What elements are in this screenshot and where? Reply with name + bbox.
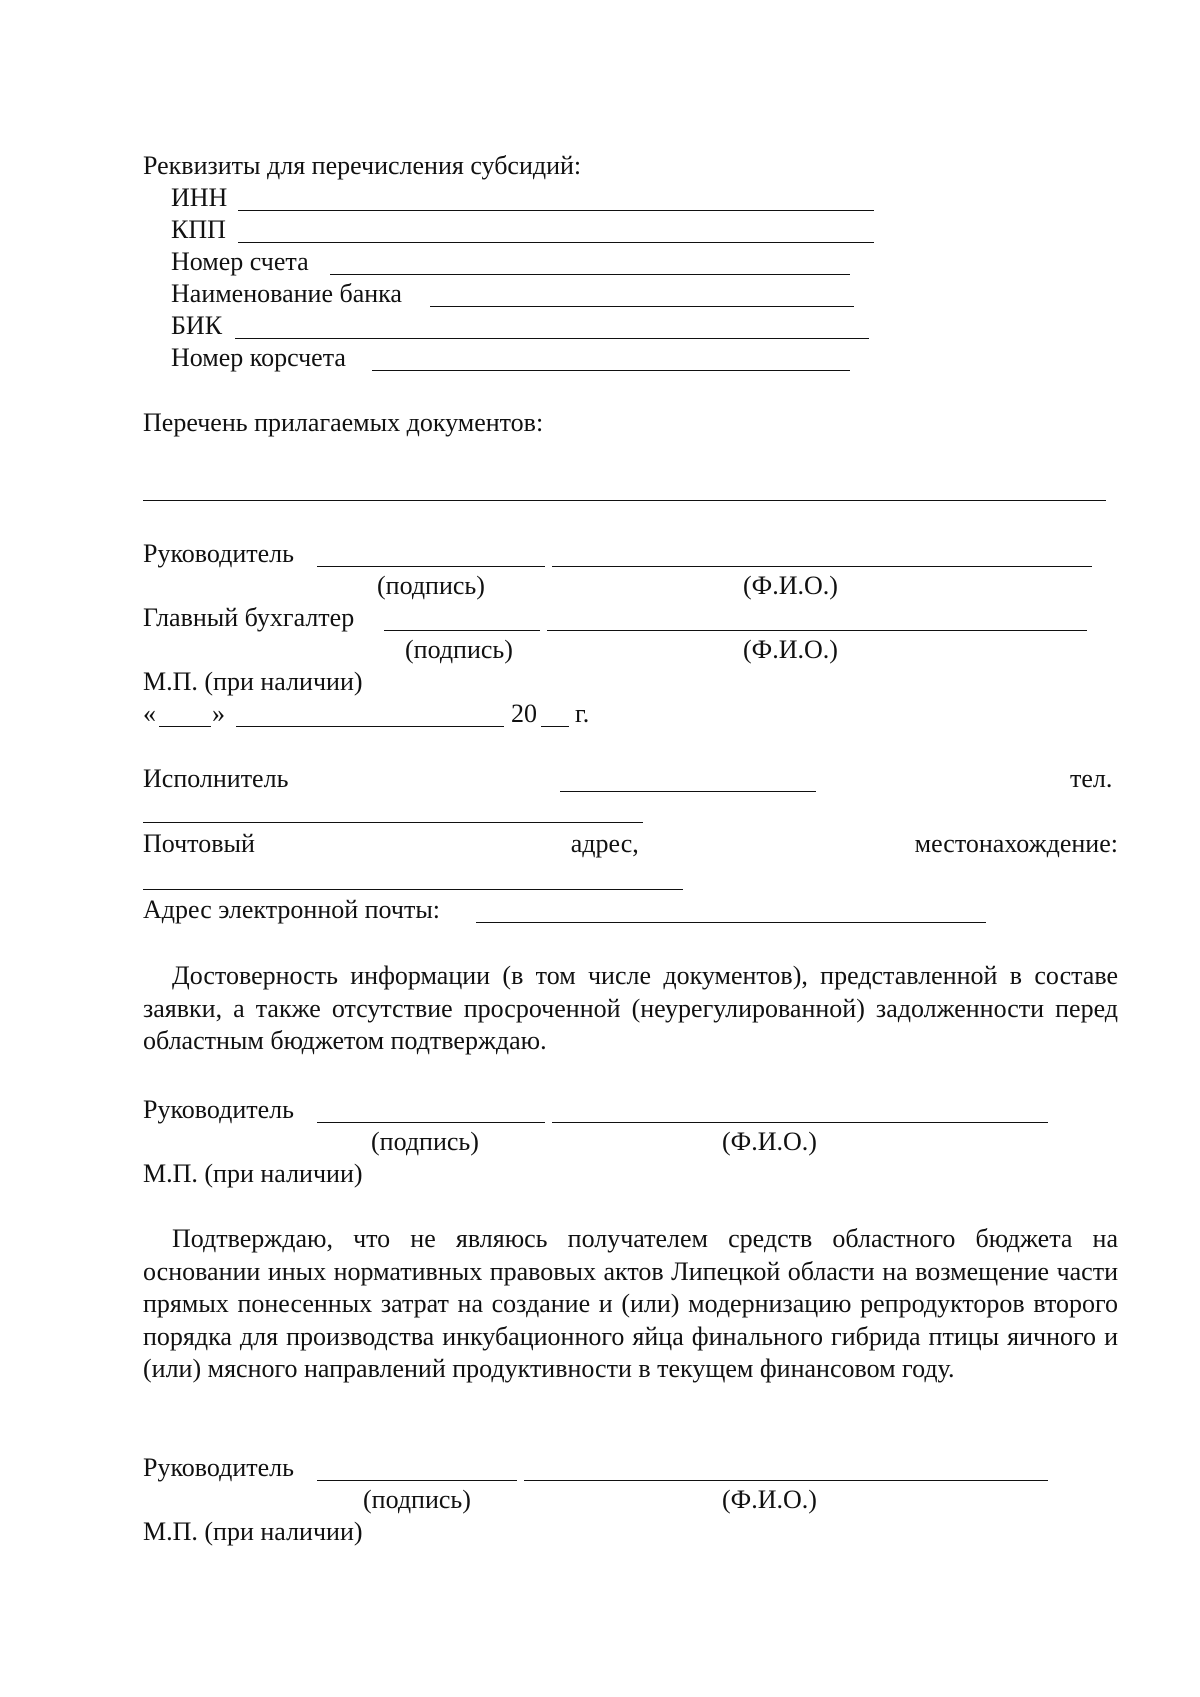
corr-account-field[interactable] <box>372 370 850 371</box>
head-signature-field-2[interactable] <box>317 1122 545 1123</box>
head-name-field-2[interactable] <box>552 1122 1048 1123</box>
confirmation-text-2: Подтверждаю, что не являюсь получателем средств областного бюджета на основании иных нормативных правовых актов Липецкой области на возмещение части прямых понесенных затрат на создание и (или) модернизацию репродукторов второго порядка для производства инкубационного яйца финального гибрида птицы яичного и (или) мясного направлений продуктивности в текущем финансовом году. <box>143 1224 1118 1383</box>
name-caption-2: (Ф.И.О.) <box>743 635 838 664</box>
date-suffix: г. <box>575 699 590 728</box>
email-label: Адрес электронной почты: <box>143 895 441 924</box>
corr-account-label: Номер корсчета <box>171 343 346 372</box>
postal-word-2: адрес, <box>570 829 639 858</box>
phone-label: тел. <box>1070 764 1113 793</box>
date-month-field[interactable] <box>236 726 504 727</box>
postal-address-field[interactable] <box>143 889 683 890</box>
name-caption-1: (Ф.И.О.) <box>743 571 838 600</box>
head-label-1: Руководитель <box>143 539 294 568</box>
kpp-label: КПП <box>171 215 226 244</box>
chief-accountant-signature-field[interactable] <box>384 630 540 631</box>
date-day-field[interactable] <box>159 726 211 727</box>
name-caption-4: (Ф.И.О.) <box>722 1485 817 1514</box>
executor-field[interactable] <box>560 791 816 792</box>
date-open-quote: « <box>143 699 156 728</box>
bik-field[interactable] <box>235 338 869 339</box>
seal-label-2: М.П. (при наличии) <box>143 1159 363 1188</box>
postal-word-3: местонахождение: <box>914 829 1118 858</box>
seal-label-3: М.П. (при наличии) <box>143 1517 363 1546</box>
bank-label: Наименование банка <box>171 279 402 308</box>
head-label-2: Руководитель <box>143 1095 294 1124</box>
chief-accountant-label: Главный бухгалтер <box>143 603 355 632</box>
seal-label-1: М.П. (при наличии) <box>143 667 363 696</box>
date-year-field[interactable] <box>541 726 569 727</box>
executor-label: Исполнитель <box>143 764 289 793</box>
postal-word-1: Почтовый <box>143 829 255 858</box>
account-field[interactable] <box>330 274 850 275</box>
date-year-prefix: 20 <box>511 699 537 728</box>
chief-accountant-name-field[interactable] <box>547 630 1087 631</box>
bik-label: БИК <box>171 311 223 340</box>
confirmation-paragraph-1 <box>143 960 1118 1058</box>
email-field[interactable] <box>476 922 986 923</box>
date-close-quote: » <box>212 699 225 728</box>
postal-address-row <box>143 828 1118 860</box>
documents-heading: Перечень прилагаемых документов: <box>143 408 544 437</box>
account-label: Номер счета <box>171 247 309 276</box>
inn-field[interactable] <box>238 210 874 211</box>
head-name-field-3[interactable] <box>524 1480 1048 1481</box>
head-name-field-1[interactable] <box>552 566 1092 567</box>
inn-label: ИНН <box>171 183 228 212</box>
signature-caption-1: (подпись) <box>377 571 485 600</box>
signature-caption-3: (подпись) <box>371 1127 479 1156</box>
head-signature-field-1[interactable] <box>317 566 545 567</box>
documents-field[interactable] <box>143 500 1106 501</box>
kpp-field[interactable] <box>238 242 874 243</box>
bank-field[interactable] <box>430 306 854 307</box>
head-signature-field-3[interactable] <box>317 1480 517 1481</box>
signature-caption-2: (подпись) <box>405 635 513 664</box>
phone-field[interactable] <box>143 822 643 823</box>
confirmation-paragraph-2 <box>143 1223 1118 1386</box>
signature-caption-4: (подпись) <box>363 1485 471 1514</box>
name-caption-3: (Ф.И.О.) <box>722 1127 817 1156</box>
requisites-heading: Реквизиты для перечисления субсидий: <box>143 151 582 180</box>
head-label-3: Руководитель <box>143 1453 294 1482</box>
confirmation-text-1: Достоверность информации (в том числе документов), представленной в составе заявки, а также отсутствие просроченной (неурегулированной) задолженности перед областным бюджетом подтверждаю. <box>143 961 1118 1055</box>
